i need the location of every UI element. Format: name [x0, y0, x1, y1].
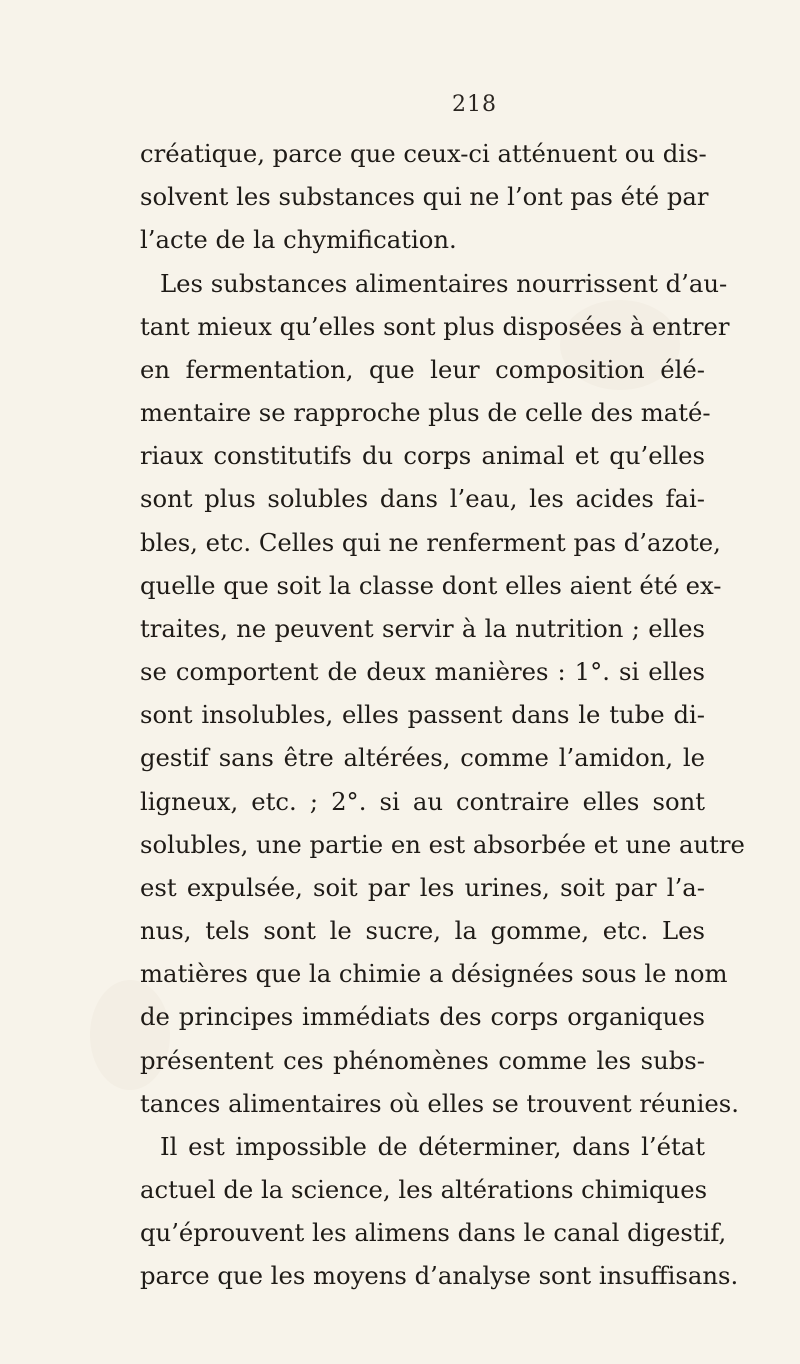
body-text — [140, 132, 745, 1298]
text-line: solvent les substances qui ne l’ont pas été par — [140, 182, 709, 212]
text-line: tances alimentaires où elles se trouvent réunies. — [140, 1088, 739, 1118]
text-line: gestif sans être altérées, comme l’amidon, le — [140, 743, 705, 773]
text-line: bles, etc. Celles qui ne renferment pas d’azote, — [140, 527, 721, 557]
text-line: sont plus solubles dans l’eau, les acides fai- — [140, 484, 705, 514]
text-line: créatique, parce que ceux-ci atténuent ou dis- — [140, 139, 707, 168]
text-line: en fermentation, que leur composition élé- — [140, 354, 705, 384]
text-line: actuel de la science, les altérations chimiques — [140, 1175, 708, 1205]
text-line: sont insolubles, elles passent dans le tube di- — [140, 700, 705, 730]
text-line: qu’éprouvent les alimens dans le canal digestif, — [140, 1218, 727, 1248]
text-line: l’acte de la chymification. — [140, 225, 457, 255]
paragraph-start-line: Les substances alimentaires nourrissent d’au- — [160, 268, 728, 298]
text-line: mentaire se rapproche plus de celle des maté- — [140, 398, 711, 428]
text-line: ligneux, etc. ; 2°. si au contraire elles sont — [140, 786, 705, 816]
paragraph-start-line: Il est impossible de déterminer, dans l’état — [160, 1131, 705, 1161]
text-line: tant mieux qu’elles sont plus disposées à entrer — [140, 311, 730, 341]
text-line: matières que la chimie a désignées sous le nom — [140, 959, 728, 989]
text-line: est expulsée, soit par les urines, soit par l’a- — [140, 872, 705, 902]
text-line: quelle que soit la classe dont elles aient été ex- — [140, 570, 722, 600]
text-line: nus, tels sont le sucre, la gomme, etc. Les — [140, 916, 705, 946]
page-number: 218 — [452, 92, 497, 117]
text-line: riaux constitutifs du corps animal et qu’elles — [140, 441, 705, 471]
text-line: se comportent de deux manières : 1°. si elles — [140, 657, 705, 687]
text-line: présentent ces phénomènes comme les subs- — [140, 1045, 705, 1075]
text-line: traites, ne peuvent servir à la nutrition ; elles — [140, 613, 705, 643]
text-line: de principes immédiats des corps organiques — [140, 1002, 705, 1032]
text-line: parce que les moyens d’analyse sont insuffisans. — [140, 1261, 739, 1291]
text-line: solubles, une partie en est absorbée et une autre — [140, 829, 745, 859]
